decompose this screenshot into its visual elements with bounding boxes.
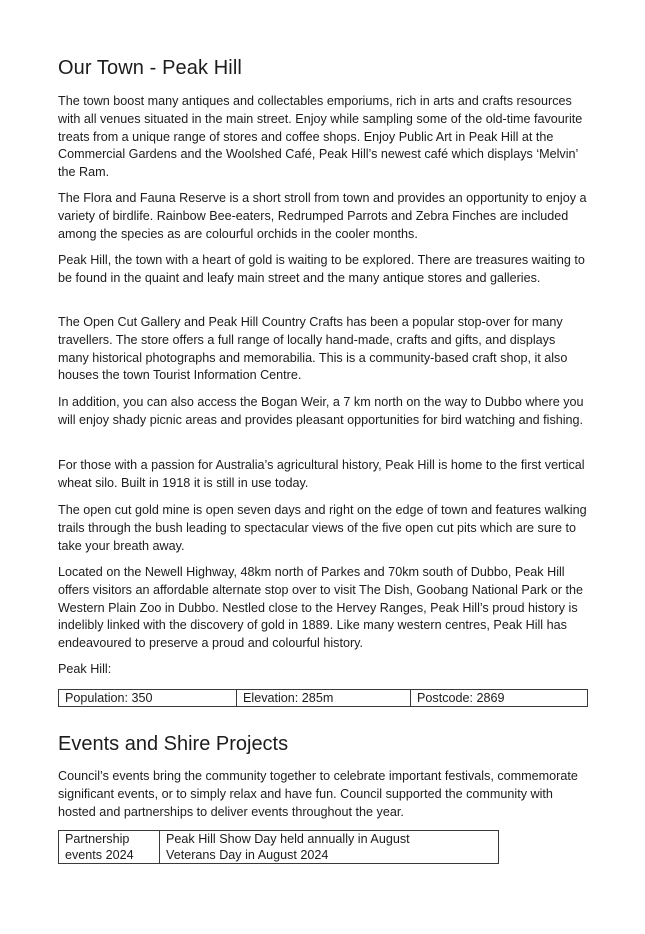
- section-title-events: Events and Shire Projects: [58, 733, 289, 755]
- paragraph-location: Located on the Newell Highway, 48km north of Parkes and 70km south of Dubbo, Peak Hill offers visitors an affordable alternate stop over to visit The Dish, Goobang National Park or the Western Plain Zoo in Dubbo. Nestled close to the Hervey Ranges, Peak Hill’s proud history is indelibly linked with the discovery of gold in 1889. Like many western centres, Peak Hill has endeavoured to preserve a proud and colourful history.: [58, 565, 584, 651]
- table-row: [59, 831, 499, 864]
- event-item: Veterans Day in August 2024: [166, 848, 329, 862]
- paragraph-heart-of-gold: Peak Hill, the town with a heart of gold is waiting to be explored. There are treasures waiting to be found in the quaint and leafy main street and the many antique stores and galleries.: [58, 253, 585, 285]
- events-list-cell: [160, 831, 499, 864]
- event-item: Peak Hill Show Day held annually in August: [166, 832, 410, 846]
- paragraph-antiques: The town boost many antiques and collectables emporiums, rich in arts and crafts resources with all venues situated in the main street. Enjoy while sampling some of the old-time favourite treats from a unique range of stores and coffee shops. Enjoy Public Art in Peak Hill at the Commercial Gardens and the Woolshed Café, Peak Hill’s newest café which displays ‘Melvin’ the Ram.: [58, 94, 583, 180]
- stats-label: Peak Hill:: [58, 662, 112, 676]
- section-title-our-town: Our Town - Peak Hill: [58, 57, 242, 79]
- paragraph-gold-mine: The open cut gold mine is open seven days and right on the edge of town and features walking trails through the bush leading to spectacular views of the five open cut pits which are sure to take your breath away.: [58, 503, 587, 553]
- postcode-cell: Postcode: 2869: [411, 690, 588, 707]
- paragraph-bogan-weir: In addition, you can also access the Bogan Weir, a 7 km north on the way to Dubbo where you will enjoy shady picnic areas and provides pleasant opportunities for bird watching and fishing.: [58, 395, 584, 427]
- population-cell: Population: 350: [59, 690, 237, 707]
- elevation-cell: Elevation: 285m: [237, 690, 411, 707]
- events-table: [58, 830, 499, 864]
- town-stats-table: [58, 689, 588, 707]
- paragraph-events: Council’s events bring the community together to celebrate important festivals, commemorate significant events, or to simply relax and have fun. Council supported the community with hosted and partnerships to deliver events throughout the year.: [58, 769, 578, 819]
- paragraph-flora-fauna: The Flora and Fauna Reserve is a short stroll from town and provides an opportunity to enjoy a variety of birdlife. Rainbow Bee-eaters, Redrumped Parrots and Zebra Finches are included among the species as are colourful orchids in the cooler months.: [58, 191, 587, 241]
- table-row: [59, 690, 588, 707]
- paragraph-wheat-silo: For those with a passion for Australia’s agricultural history, Peak Hill is home to the first vertical wheat silo. Built in 1918 it is still in use today.: [58, 458, 585, 490]
- paragraph-open-cut-gallery: The Open Cut Gallery and Peak Hill Country Crafts has been a popular stop-over for many travellers. The store offers a full range of locally hand-made, crafts and gifts, and displays many historical photographs and memorabilia. This is a community-based craft shop, it also houses the town Tourist Information Centre.: [58, 315, 568, 383]
- events-row-label: Partnership events 2024: [59, 831, 160, 864]
